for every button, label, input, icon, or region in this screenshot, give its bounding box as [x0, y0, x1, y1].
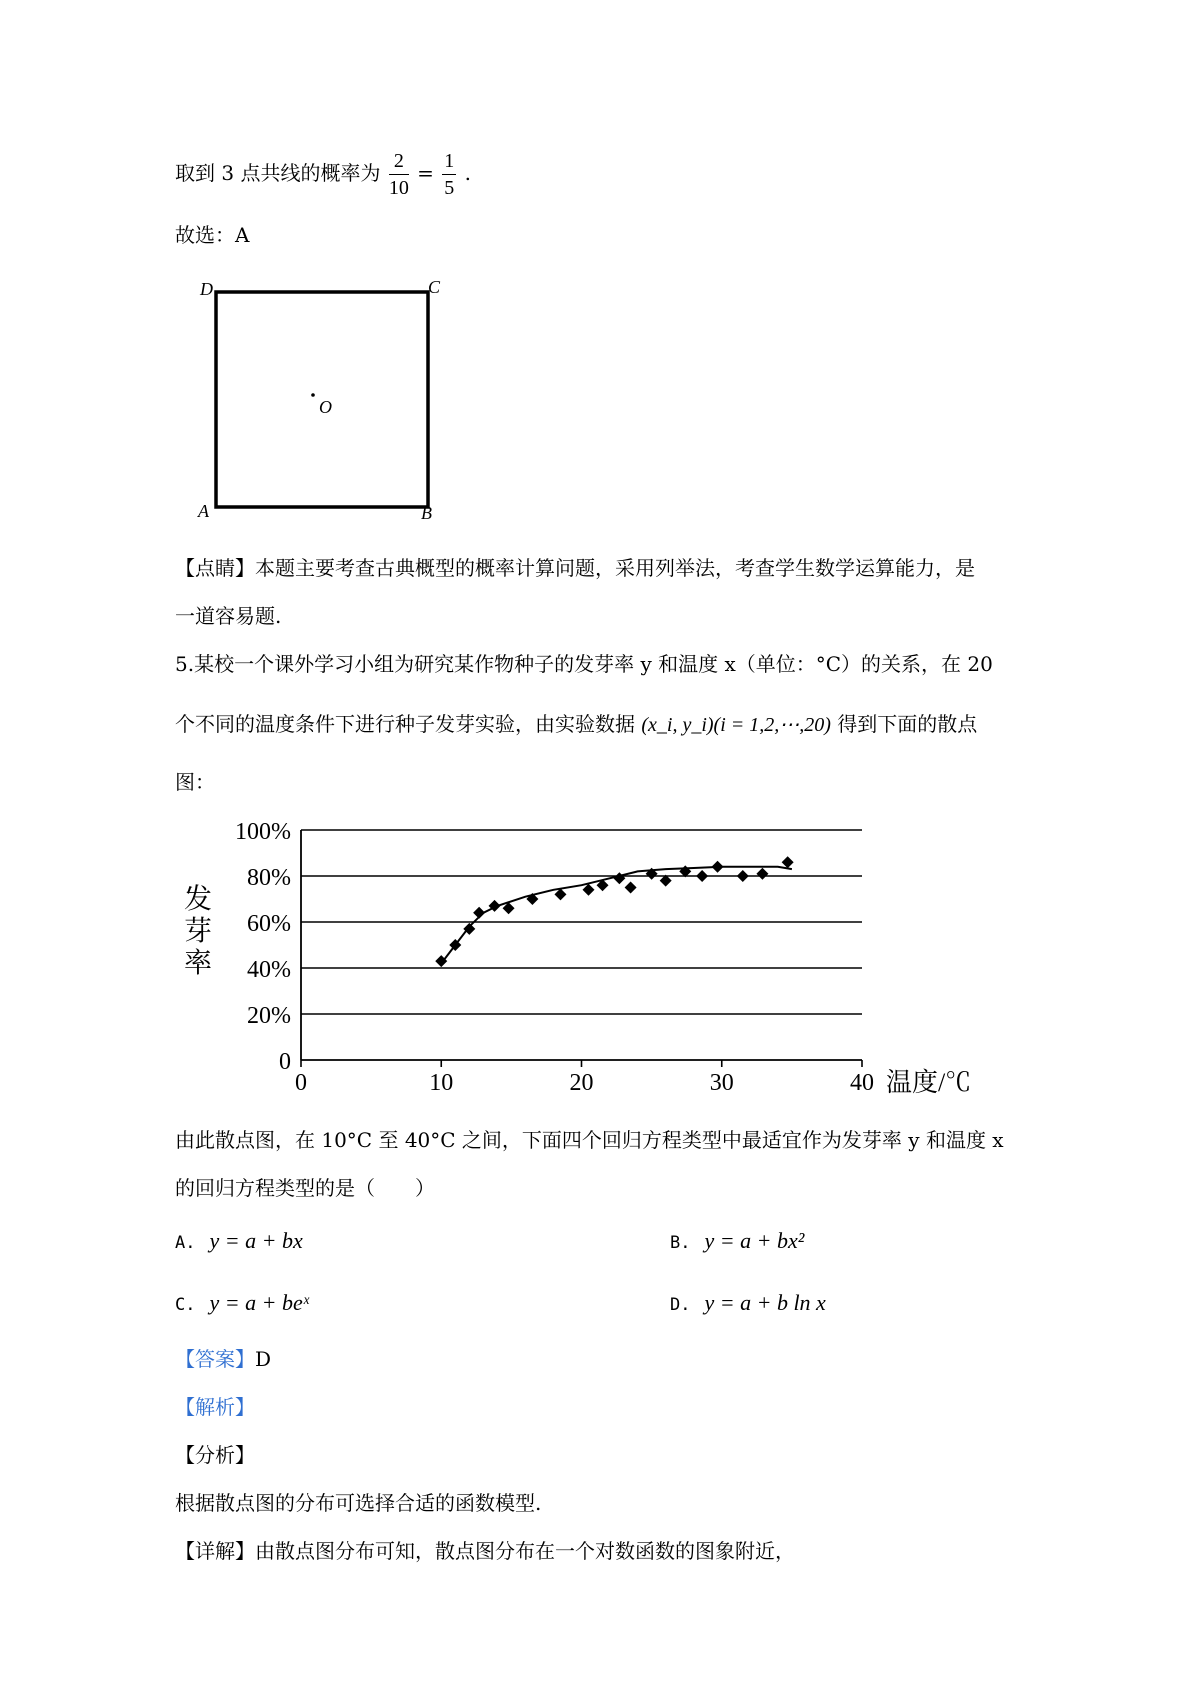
- label-D: D: [200, 279, 213, 299]
- comment-line-2: 一道容易题.: [175, 604, 282, 628]
- x-tick-label: 10: [429, 1070, 454, 1096]
- x-axis-label: 温度/℃: [886, 1068, 972, 1097]
- detail-tag: 【详解】: [175, 1539, 255, 1563]
- y-tick-label: 80%: [247, 865, 291, 891]
- y-axis-label: 发芽率: [184, 884, 213, 979]
- answer-value: D: [255, 1347, 272, 1371]
- option-label: C.: [175, 1295, 196, 1315]
- answer-tag: 【答案】: [175, 1347, 255, 1371]
- option-d[interactable]: [670, 1290, 826, 1316]
- option-b[interactable]: [670, 1228, 804, 1254]
- fraction-2-10: [389, 148, 409, 201]
- y-tick-label: 100%: [235, 819, 291, 845]
- answer-line: [175, 1347, 271, 1371]
- choose-line: 故选：A: [175, 223, 250, 247]
- data-point: [625, 882, 637, 894]
- fraction-numerator: 2: [389, 148, 409, 175]
- question2-line-2: 的回归方程类型的是（ ）: [175, 1176, 435, 1200]
- option-label: B.: [670, 1233, 691, 1253]
- question-line-2b: 得到下面的散点: [830, 712, 978, 736]
- option-label: D.: [670, 1295, 691, 1315]
- data-points: [435, 856, 793, 967]
- data-point: [473, 907, 485, 919]
- option-c[interactable]: [175, 1290, 309, 1316]
- option-equation: y = a + b ln x: [704, 1290, 826, 1315]
- probability-prefix: 取到 3 点共线的概率为: [175, 161, 381, 185]
- question-line-2: [175, 712, 977, 737]
- probability-line: [175, 148, 471, 201]
- detail-text: 由散点图分布可知，散点图分布在一个对数函数的图象附近，: [255, 1539, 795, 1563]
- data-point: [756, 868, 768, 880]
- fraction-1-5: [442, 148, 456, 201]
- analysis-tag: 【解析】: [175, 1395, 255, 1419]
- data-point: [696, 870, 708, 882]
- y-tick-label: 20%: [247, 1003, 291, 1029]
- option-label: A.: [175, 1233, 196, 1253]
- y-tick-label: 0: [279, 1049, 291, 1075]
- comment-text-1: 本题主要考查古典概型的概率计算问题，采用列举法，考查学生数学运算能力，是: [255, 556, 975, 580]
- x-tick-label: 30: [709, 1070, 734, 1096]
- option-equation: y = a + bx²: [704, 1228, 805, 1253]
- option-equation: y = a + bx: [209, 1228, 303, 1253]
- y-tick-label: 60%: [247, 911, 291, 937]
- detail-line: [175, 1539, 795, 1563]
- x-tick-labels: [295, 1070, 874, 1096]
- data-point: [737, 870, 749, 882]
- question2-line-1: 由此散点图，在 10°C 至 40°C 之间，下面四个回归方程类型中最适宜作为发芽率 y 和温度 x: [175, 1128, 1004, 1152]
- question-line-1: 5.某校一个课外学习小组为研究某作物种子的发芽率 y 和温度 x（单位：°C）的关系，在 20: [175, 652, 993, 676]
- x-tick-label: 40: [850, 1070, 874, 1096]
- question-line-2a: 个不同的温度条件下进行种子发芽实验，由实验数据: [175, 712, 642, 736]
- center-point: [311, 393, 315, 397]
- fraction-denominator: 5: [444, 177, 455, 199]
- comment-line-1: [175, 556, 975, 580]
- data-point: [712, 861, 724, 873]
- data-point: [782, 856, 794, 868]
- label-B: B: [421, 503, 432, 523]
- x-tick-label: 0: [295, 1070, 307, 1096]
- fenxi-tag: 【分析】: [175, 1443, 255, 1467]
- equals-sign: =: [417, 161, 434, 185]
- square-diagram: [180, 255, 441, 523]
- option-equation: y = a + beˣ: [209, 1290, 309, 1315]
- y-tick-labels: [235, 819, 291, 1075]
- fraction-numerator: 1: [442, 148, 456, 175]
- option-a[interactable]: [175, 1228, 303, 1254]
- x-tick-label: 20: [569, 1070, 594, 1096]
- label-O: O: [319, 397, 332, 417]
- label-A: A: [198, 501, 209, 521]
- question-math: (x_i, y_i)(i = 1,2,⋯,20): [641, 714, 831, 736]
- question-line-3: 图：: [175, 770, 215, 794]
- data-point: [583, 884, 595, 896]
- y-tick-label: 40%: [247, 957, 291, 983]
- chart-gridlines: [301, 830, 862, 1067]
- comment-tag: 【点睛】: [175, 556, 255, 580]
- fenxi-text: 根据散点图的分布可选择合适的函数模型.: [175, 1491, 542, 1515]
- period: .: [464, 161, 472, 185]
- label-C: C: [428, 277, 441, 297]
- fraction-denominator: 10: [388, 177, 409, 199]
- scatter-chart: [170, 810, 1000, 1100]
